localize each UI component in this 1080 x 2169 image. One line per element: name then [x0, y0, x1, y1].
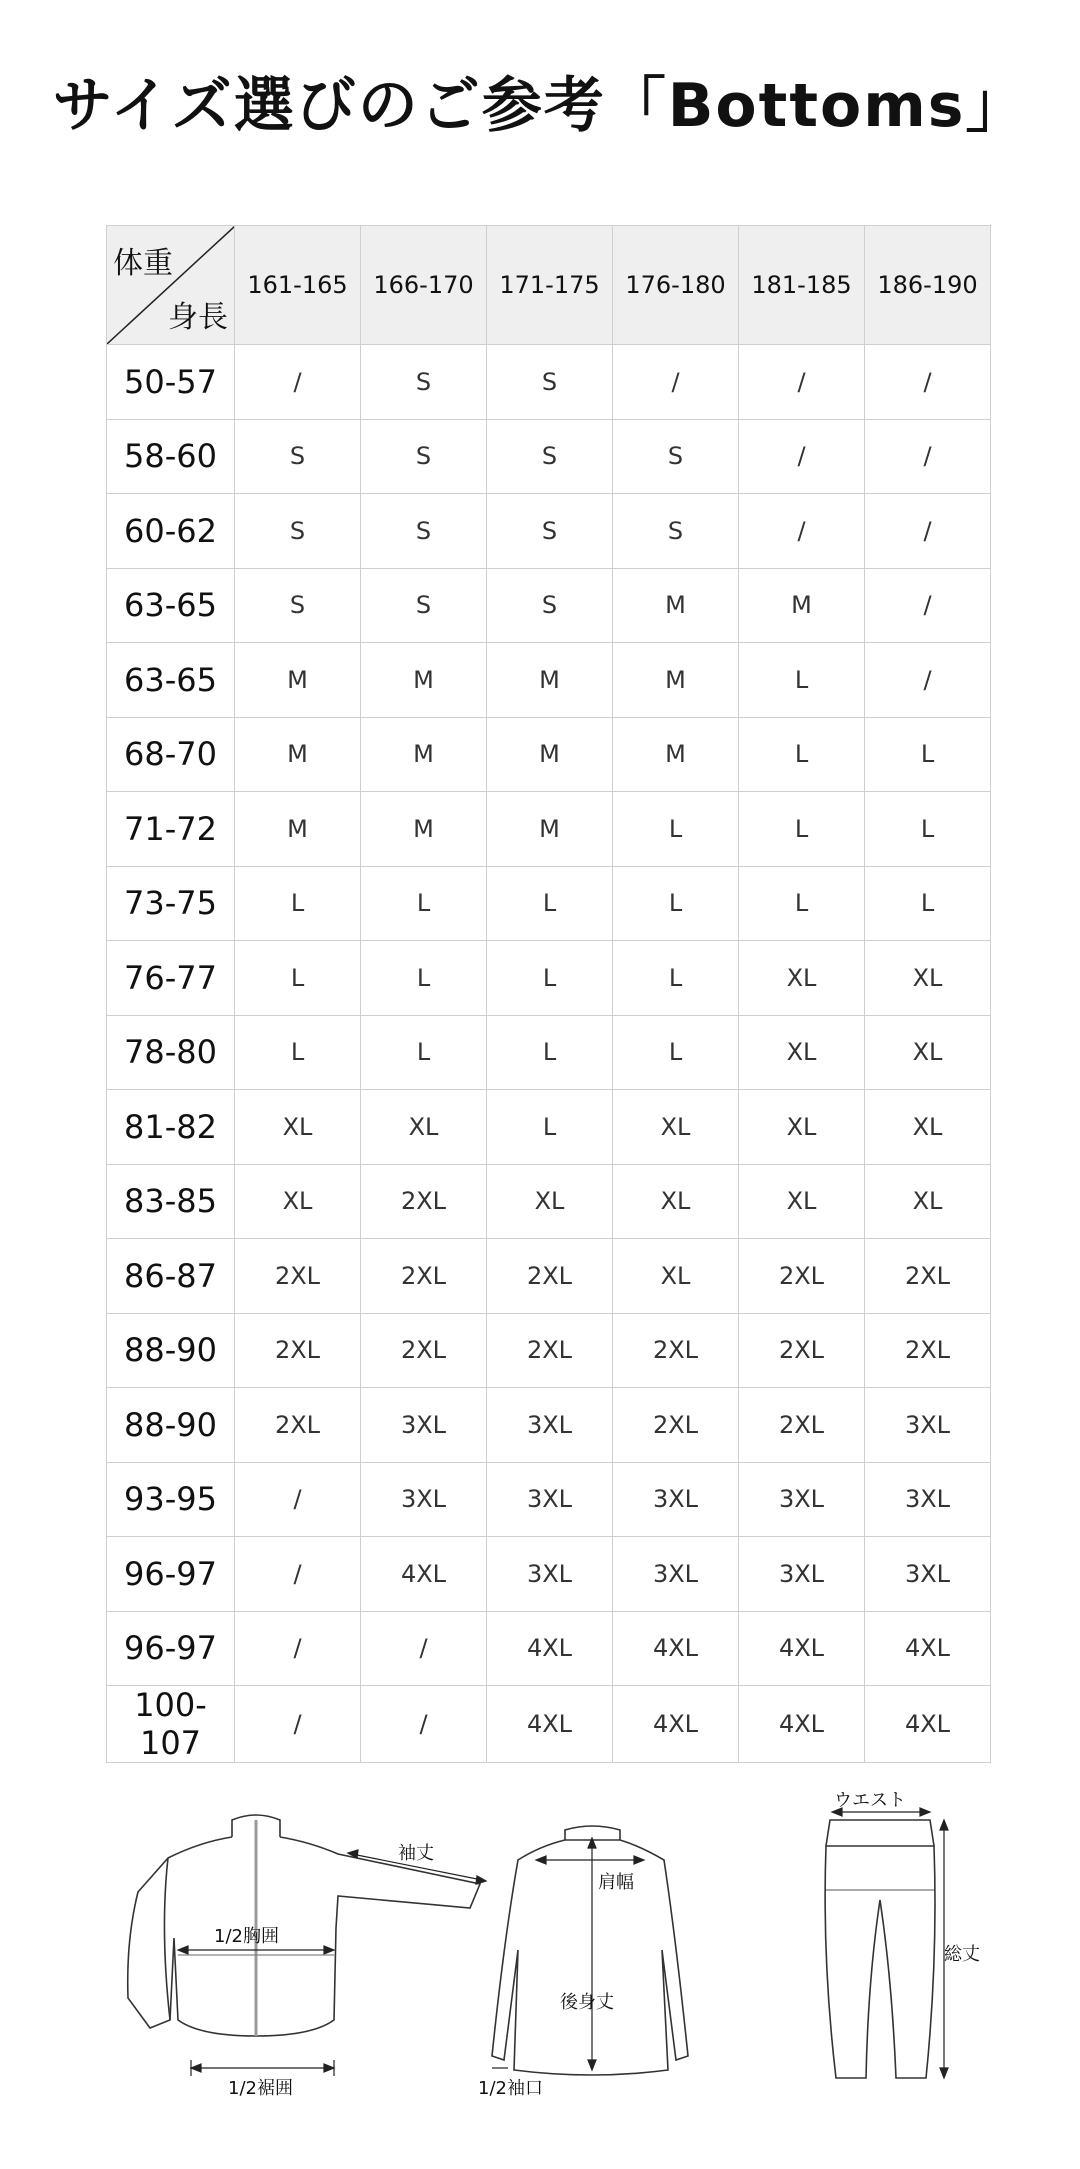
table-row — [107, 1164, 991, 1239]
size-cell: / — [865, 568, 991, 643]
weight-cell: 81-82 — [107, 1090, 235, 1165]
size-cell: S — [361, 345, 487, 420]
size-cell: L — [865, 717, 991, 792]
size-chart-table — [106, 225, 991, 1763]
table-row — [107, 866, 991, 941]
size-cell: 3XL — [361, 1388, 487, 1463]
size-cell: 4XL — [739, 1611, 865, 1686]
size-cell: 4XL — [487, 1611, 613, 1686]
size-cell: M — [487, 643, 613, 718]
weight-cell: 88-90 — [107, 1388, 235, 1463]
size-cell: 2XL — [739, 1313, 865, 1388]
size-cell: 2XL — [739, 1239, 865, 1314]
table-row — [107, 419, 991, 494]
size-cell: M — [235, 792, 361, 867]
size-cell: XL — [739, 1090, 865, 1165]
table-row — [107, 792, 991, 867]
size-cell: L — [613, 1015, 739, 1090]
size-cell: L — [235, 1015, 361, 1090]
size-cell: XL — [739, 941, 865, 1016]
corner-height-label: 身長 — [168, 300, 228, 335]
size-cell: / — [235, 1611, 361, 1686]
size-cell: L — [361, 941, 487, 1016]
size-cell: 2XL — [487, 1239, 613, 1314]
size-cell: M — [487, 792, 613, 867]
weight-cell: 58-60 — [107, 419, 235, 494]
weight-cell: 96-97 — [107, 1537, 235, 1612]
size-cell: XL — [865, 941, 991, 1016]
size-cell: 2XL — [865, 1239, 991, 1314]
jacket-back-drawing — [492, 1826, 688, 2075]
size-cell: M — [361, 792, 487, 867]
weight-cell: 100-107 — [107, 1686, 235, 1763]
size-cell: S — [361, 419, 487, 494]
size-cell: 2XL — [613, 1388, 739, 1463]
table-row — [107, 717, 991, 792]
weight-cell: 78-80 — [107, 1015, 235, 1090]
size-cell: M — [487, 717, 613, 792]
table-row — [107, 1388, 991, 1463]
weight-cell: 83-85 — [107, 1164, 235, 1239]
weight-cell: 60-62 — [107, 494, 235, 569]
size-cell: XL — [361, 1090, 487, 1165]
weight-cell: 96-97 — [107, 1611, 235, 1686]
size-cell: L — [739, 717, 865, 792]
weight-cell: 63-65 — [107, 568, 235, 643]
size-cell: XL — [613, 1239, 739, 1314]
size-cell: L — [361, 1015, 487, 1090]
size-cell: S — [613, 494, 739, 569]
size-cell: / — [361, 1611, 487, 1686]
table-row — [107, 1611, 991, 1686]
weight-cell: 50-57 — [107, 345, 235, 420]
size-cell: L — [487, 1090, 613, 1165]
size-cell: 4XL — [865, 1611, 991, 1686]
size-cell: L — [865, 792, 991, 867]
height-header: 176-180 — [613, 226, 739, 345]
waist-label: ウエスト — [834, 1790, 906, 1811]
size-cell: 3XL — [613, 1537, 739, 1612]
size-cell: L — [487, 941, 613, 1016]
sleeve-length-label: 袖丈 — [398, 1843, 434, 1864]
table-row — [107, 494, 991, 569]
size-cell: 4XL — [487, 1686, 613, 1763]
size-cell: 3XL — [613, 1462, 739, 1537]
weight-cell: 93-95 — [107, 1462, 235, 1537]
half-chest-label: 1/2胸囲 — [214, 1926, 279, 1947]
size-cell: L — [361, 866, 487, 941]
size-cell: XL — [487, 1164, 613, 1239]
size-cell: / — [865, 419, 991, 494]
size-cell: S — [487, 345, 613, 420]
weight-cell: 71-72 — [107, 792, 235, 867]
size-cell: L — [865, 866, 991, 941]
size-cell: / — [613, 345, 739, 420]
size-cell: S — [235, 568, 361, 643]
size-cell: 4XL — [739, 1686, 865, 1763]
size-cell: L — [235, 941, 361, 1016]
size-cell: 2XL — [865, 1313, 991, 1388]
table-row — [107, 643, 991, 718]
size-cell: L — [739, 866, 865, 941]
table-row — [107, 1462, 991, 1537]
size-cell: L — [739, 792, 865, 867]
size-cell: L — [487, 866, 613, 941]
table-row — [107, 941, 991, 1016]
size-cell: S — [235, 494, 361, 569]
size-cell: / — [865, 345, 991, 420]
size-cell: XL — [235, 1090, 361, 1165]
height-header: 171-175 — [487, 226, 613, 345]
size-cell: S — [487, 494, 613, 569]
half-hem-label: 1/2裾囲 — [228, 2078, 293, 2099]
size-cell: 3XL — [361, 1462, 487, 1537]
size-cell: 3XL — [739, 1537, 865, 1612]
size-cell: M — [361, 643, 487, 718]
size-cell: 2XL — [235, 1313, 361, 1388]
size-cell: L — [613, 792, 739, 867]
back-length-label: 後身丈 — [560, 1992, 614, 2013]
header-row — [107, 226, 991, 345]
size-cell: M — [613, 643, 739, 718]
half-cuff-label: 1/2袖口 — [478, 2078, 543, 2099]
size-cell: XL — [235, 1164, 361, 1239]
size-cell: / — [235, 1462, 361, 1537]
size-cell: L — [487, 1015, 613, 1090]
size-cell: XL — [865, 1090, 991, 1165]
size-cell: 3XL — [487, 1462, 613, 1537]
size-cell: / — [361, 1686, 487, 1763]
size-cell: S — [613, 419, 739, 494]
size-cell: / — [865, 494, 991, 569]
size-cell: 3XL — [865, 1462, 991, 1537]
size-cell: 2XL — [613, 1313, 739, 1388]
table-row — [107, 1239, 991, 1314]
table-row — [107, 1686, 991, 1763]
size-cell: S — [361, 568, 487, 643]
size-cell: 2XL — [235, 1239, 361, 1314]
size-cell: 2XL — [487, 1313, 613, 1388]
pants-drawing — [825, 1820, 935, 2078]
size-cell: XL — [739, 1164, 865, 1239]
size-cell: 3XL — [865, 1537, 991, 1612]
table-row — [107, 1015, 991, 1090]
table-row — [107, 1537, 991, 1612]
weight-cell: 86-87 — [107, 1239, 235, 1314]
size-cell: 3XL — [487, 1388, 613, 1463]
size-cell: 3XL — [487, 1537, 613, 1612]
size-cell: / — [739, 345, 865, 420]
size-cell: / — [865, 643, 991, 718]
size-cell: 4XL — [613, 1686, 739, 1763]
height-header: 161-165 — [235, 226, 361, 345]
garment-measurement-diagrams — [0, 1780, 1080, 2140]
size-cell: S — [361, 494, 487, 569]
size-cell: M — [613, 568, 739, 643]
weight-cell: 63-65 — [107, 643, 235, 718]
total-length-label: 総丈 — [944, 1944, 980, 1965]
jacket-front-arrows — [178, 1850, 486, 2076]
size-cell: 4XL — [613, 1611, 739, 1686]
size-cell: / — [739, 494, 865, 569]
size-cell: / — [235, 345, 361, 420]
table-row — [107, 1090, 991, 1165]
size-cell: / — [739, 419, 865, 494]
size-cell: L — [739, 643, 865, 718]
size-cell: S — [235, 419, 361, 494]
weight-cell: 68-70 — [107, 717, 235, 792]
size-cell: L — [613, 866, 739, 941]
size-cell: M — [361, 717, 487, 792]
weight-cell: 88-90 — [107, 1313, 235, 1388]
size-cell: 4XL — [865, 1686, 991, 1763]
size-cell: L — [235, 866, 361, 941]
size-cell: S — [487, 419, 613, 494]
height-header: 181-185 — [739, 226, 865, 345]
page-title: サイズ選びのご参考「Bottoms」 — [52, 71, 1028, 141]
size-cell: M — [235, 717, 361, 792]
size-cell: L — [613, 941, 739, 1016]
table-row — [107, 568, 991, 643]
size-cell: 2XL — [361, 1239, 487, 1314]
size-cell: XL — [613, 1090, 739, 1165]
size-cell: XL — [739, 1015, 865, 1090]
size-cell: 2XL — [235, 1388, 361, 1463]
size-cell: XL — [865, 1164, 991, 1239]
size-cell: XL — [865, 1015, 991, 1090]
size-cell: 2XL — [361, 1164, 487, 1239]
table-row — [107, 1313, 991, 1388]
size-cell: M — [613, 717, 739, 792]
height-header: 186-190 — [865, 226, 991, 345]
weight-cell: 76-77 — [107, 941, 235, 1016]
size-cell: 3XL — [739, 1462, 865, 1537]
table-row — [107, 345, 991, 420]
shoulder-width-label: 肩幅 — [598, 1872, 634, 1893]
size-cell: XL — [613, 1164, 739, 1239]
size-cell: M — [235, 643, 361, 718]
size-cell: 4XL — [361, 1537, 487, 1612]
size-cell: 2XL — [361, 1313, 487, 1388]
size-cell: / — [235, 1686, 361, 1763]
size-cell: M — [739, 568, 865, 643]
weight-cell: 73-75 — [107, 866, 235, 941]
size-cell: 2XL — [739, 1388, 865, 1463]
size-cell: / — [235, 1537, 361, 1612]
height-header: 166-170 — [361, 226, 487, 345]
corner-header-cell — [107, 226, 235, 345]
size-cell: 3XL — [865, 1388, 991, 1463]
corner-weight-label: 体重 — [113, 246, 173, 281]
size-cell: S — [487, 568, 613, 643]
